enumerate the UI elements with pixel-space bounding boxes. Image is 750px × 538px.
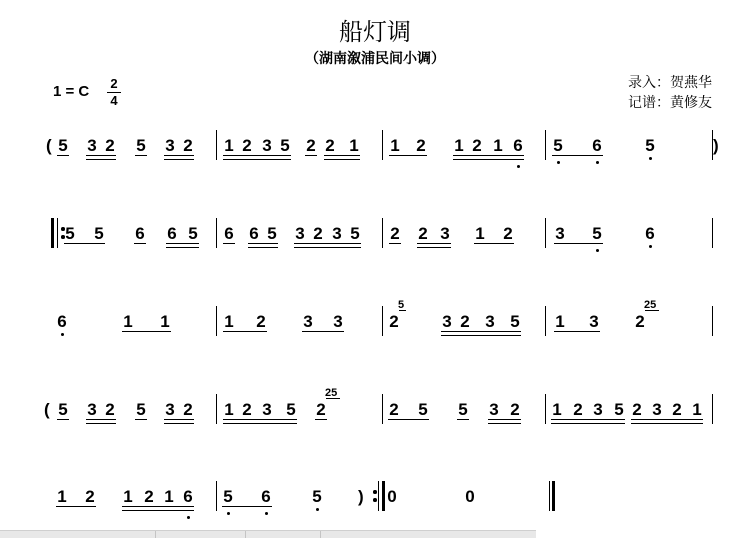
note-digit: 6	[261, 487, 271, 506]
barline	[382, 218, 383, 248]
octave-dot-below	[61, 333, 64, 336]
note-digit: 3	[87, 136, 97, 155]
note-digit: 5	[267, 224, 277, 243]
note-digit: 5	[614, 400, 624, 419]
note-digit: 3	[87, 400, 97, 419]
note-digit: 3	[295, 224, 305, 243]
note-digit: 0	[465, 487, 475, 506]
duration-underline	[305, 155, 317, 156]
duration-underline	[388, 419, 429, 420]
duration-underline	[324, 155, 360, 156]
duration-underline	[166, 243, 199, 244]
note-digit: 1	[224, 312, 234, 331]
note-digit: 2	[510, 400, 520, 419]
note-digit: 1	[692, 400, 702, 419]
repeat-start-thick	[51, 218, 54, 248]
octave-dot-below	[227, 512, 230, 515]
barline	[712, 218, 713, 248]
note-digit: 2	[389, 400, 399, 419]
note-digit: 5	[58, 400, 68, 419]
grace-note: 5	[398, 299, 405, 311]
duration-underline	[86, 155, 116, 156]
duration-underline	[551, 423, 625, 424]
note-digit: 2	[632, 400, 642, 419]
duration-underline	[223, 159, 291, 160]
grace-underline	[326, 398, 340, 399]
duration-underline	[164, 419, 194, 420]
barline	[382, 306, 383, 336]
barline	[216, 481, 217, 511]
duration-underline	[223, 243, 235, 244]
duration-underline	[223, 419, 297, 420]
duration-underline	[134, 243, 146, 244]
duration-underline	[64, 243, 105, 244]
note-digit: 1	[123, 312, 133, 331]
duration-underline	[248, 243, 278, 244]
duration-underline	[86, 423, 116, 424]
phrase-bracket: (	[44, 400, 50, 419]
note-digit: 6	[592, 136, 602, 155]
repeat-dot	[373, 498, 377, 502]
note-digit: 5	[65, 224, 75, 243]
duration-underline	[122, 510, 194, 511]
note-digit: 1	[493, 136, 503, 155]
duration-underline	[294, 243, 361, 244]
duration-underline	[453, 159, 524, 160]
repeat-start-thin	[57, 218, 58, 248]
meter-top: 2	[110, 76, 118, 91]
note-digit: 2	[672, 400, 682, 419]
duration-underline	[86, 419, 116, 420]
duration-underline	[57, 419, 69, 420]
duration-underline	[164, 423, 194, 424]
note-digit: 3	[652, 400, 662, 419]
duration-underline	[248, 247, 278, 248]
grace-note: 25	[325, 387, 338, 399]
note-digit: 6	[167, 224, 177, 243]
note-digit: 2	[105, 400, 115, 419]
duration-underline	[554, 243, 603, 244]
duration-underline	[488, 423, 521, 424]
note-digit: 5	[94, 224, 104, 243]
barline	[216, 130, 217, 160]
note-digit: 3	[303, 312, 313, 331]
note-digit: 2	[256, 312, 266, 331]
note-digit: 5	[286, 400, 296, 419]
note-digit: 5	[312, 487, 322, 506]
note-digit: 2	[390, 224, 400, 243]
note-digit: 1	[390, 136, 400, 155]
repeat-dot	[61, 235, 65, 239]
note-digit: 3	[442, 312, 452, 331]
repeat-end-thin	[378, 481, 379, 511]
note-digit: 2	[503, 224, 513, 243]
note-digit: 6	[513, 136, 523, 155]
duration-underline	[135, 419, 147, 420]
note-digit: 2	[144, 487, 154, 506]
duration-underline	[222, 506, 272, 507]
note-digit: 3	[485, 312, 495, 331]
note-digit: 6	[249, 224, 259, 243]
note-digit: 2	[316, 400, 326, 419]
note-digit: 3	[262, 400, 272, 419]
barline	[549, 481, 550, 511]
note-digit: 3	[332, 224, 342, 243]
note-digit: 0	[387, 487, 397, 506]
note-digit: 1	[224, 136, 234, 155]
entered-by-credit: 录入：贺燕华	[628, 75, 712, 91]
duration-underline	[554, 331, 600, 332]
duration-underline	[631, 419, 703, 420]
phrase-bracket: )	[358, 487, 364, 506]
note-digit: 2	[416, 136, 426, 155]
barline	[545, 218, 546, 248]
note-digit: 5	[592, 224, 602, 243]
octave-dot-below	[557, 161, 560, 164]
note-digit: 2	[306, 136, 316, 155]
note-digit: 2	[389, 312, 399, 331]
duration-underline	[135, 155, 147, 156]
note-digit: 3	[489, 400, 499, 419]
barline	[712, 394, 713, 424]
duration-underline	[488, 419, 521, 420]
octave-dot-below	[596, 249, 599, 252]
phrase-bracket: )	[713, 136, 719, 155]
note-digit: 2	[242, 400, 252, 419]
duration-underline	[164, 155, 194, 156]
note-digit: 5	[136, 400, 146, 419]
note-digit: 5	[58, 136, 68, 155]
notated-by-credit: 记谱：黄修友	[628, 95, 712, 111]
octave-dot-below	[187, 516, 190, 519]
note-digit: 3	[555, 224, 565, 243]
note-digit: 5	[645, 136, 655, 155]
repeat-dot	[61, 227, 65, 231]
duration-underline	[389, 243, 401, 244]
key-signature: 1 = C	[53, 83, 90, 100]
barline	[216, 394, 217, 424]
octave-dot-below	[517, 165, 520, 168]
duration-underline	[223, 331, 267, 332]
barline	[216, 218, 217, 248]
barline	[216, 306, 217, 336]
note-digit: 5	[136, 136, 146, 155]
barline	[545, 130, 546, 160]
note-digit: 3	[589, 312, 599, 331]
duration-underline	[417, 243, 451, 244]
note-digit: 6	[183, 487, 193, 506]
note-digit: 5	[223, 487, 233, 506]
duration-underline	[302, 331, 344, 332]
phrase-bracket: (	[46, 136, 52, 155]
note-digit: 2	[418, 224, 428, 243]
note-digit: 3	[262, 136, 272, 155]
note-digit: 6	[645, 224, 655, 243]
note-digit: 3	[440, 224, 450, 243]
note-digit: 5	[510, 312, 520, 331]
note-digit: 2	[183, 136, 193, 155]
duration-underline	[631, 423, 703, 424]
note-digit: 6	[57, 312, 67, 331]
score-subtitle: （湖南溆浦民间小调）	[305, 51, 445, 67]
duration-underline	[441, 335, 521, 336]
duration-underline	[56, 506, 96, 507]
note-digit: 1	[164, 487, 174, 506]
note-digit: 5	[553, 136, 563, 155]
octave-dot-below	[265, 512, 268, 515]
barline	[545, 306, 546, 336]
note-digit: 5	[418, 400, 428, 419]
note-digit: 2	[85, 487, 95, 506]
duration-underline	[417, 247, 451, 248]
grace-underline	[645, 310, 659, 311]
note-digit: 2	[325, 136, 335, 155]
note-digit: 2	[183, 400, 193, 419]
barline	[545, 394, 546, 424]
duration-underline	[223, 155, 291, 156]
duration-underline	[552, 155, 603, 156]
note-digit: 6	[224, 224, 234, 243]
note-digit: 3	[593, 400, 603, 419]
duration-underline	[57, 155, 69, 156]
note-digit: 5	[188, 224, 198, 243]
note-digit: 1	[475, 224, 485, 243]
note-digit: 3	[333, 312, 343, 331]
duration-underline	[474, 243, 514, 244]
meter-bottom: 4	[110, 93, 118, 108]
repeat-end-thick	[382, 481, 385, 511]
score-title: 船灯调	[339, 18, 411, 46]
note-digit: 2	[573, 400, 583, 419]
note-digit: 2	[460, 312, 470, 331]
duration-underline	[457, 419, 469, 420]
note-digit: 1	[160, 312, 170, 331]
octave-dot-below	[649, 157, 652, 160]
duration-underline	[389, 155, 427, 156]
duration-underline	[324, 159, 360, 160]
note-digit: 1	[57, 487, 67, 506]
duration-underline	[551, 419, 625, 420]
note-digit: 3	[165, 136, 175, 155]
note-digit: 3	[165, 400, 175, 419]
note-digit: 2	[105, 136, 115, 155]
duration-underline	[223, 423, 297, 424]
note-digit: 5	[280, 136, 290, 155]
duration-underline	[315, 419, 327, 420]
barline	[712, 306, 713, 336]
octave-dot-below	[596, 161, 599, 164]
note-digit: 2	[313, 224, 323, 243]
note-digit: 1	[552, 400, 562, 419]
octave-dot-below	[316, 508, 319, 511]
barline	[382, 394, 383, 424]
note-digit: 1	[123, 487, 133, 506]
duration-underline	[453, 155, 524, 156]
duration-underline	[164, 159, 194, 160]
note-digit: 5	[458, 400, 468, 419]
grace-underline	[399, 310, 406, 311]
note-digit: 1	[555, 312, 565, 331]
duration-underline	[294, 247, 361, 248]
note-digit: 1	[349, 136, 359, 155]
duration-underline	[166, 247, 199, 248]
note-digit: 2	[472, 136, 482, 155]
duration-underline	[122, 506, 194, 507]
octave-dot-below	[649, 245, 652, 248]
note-digit: 1	[454, 136, 464, 155]
grace-note: 25	[644, 299, 657, 311]
duration-underline	[441, 331, 521, 332]
note-digit: 2	[242, 136, 252, 155]
note-digit: 1	[224, 400, 234, 419]
final-barline-thick	[552, 481, 555, 511]
repeat-dot	[373, 490, 377, 494]
note-digit: 2	[635, 312, 645, 331]
note-digit: 6	[135, 224, 145, 243]
note-digit: 5	[350, 224, 360, 243]
duration-underline	[122, 331, 171, 332]
duration-underline	[86, 159, 116, 160]
barline	[382, 130, 383, 160]
